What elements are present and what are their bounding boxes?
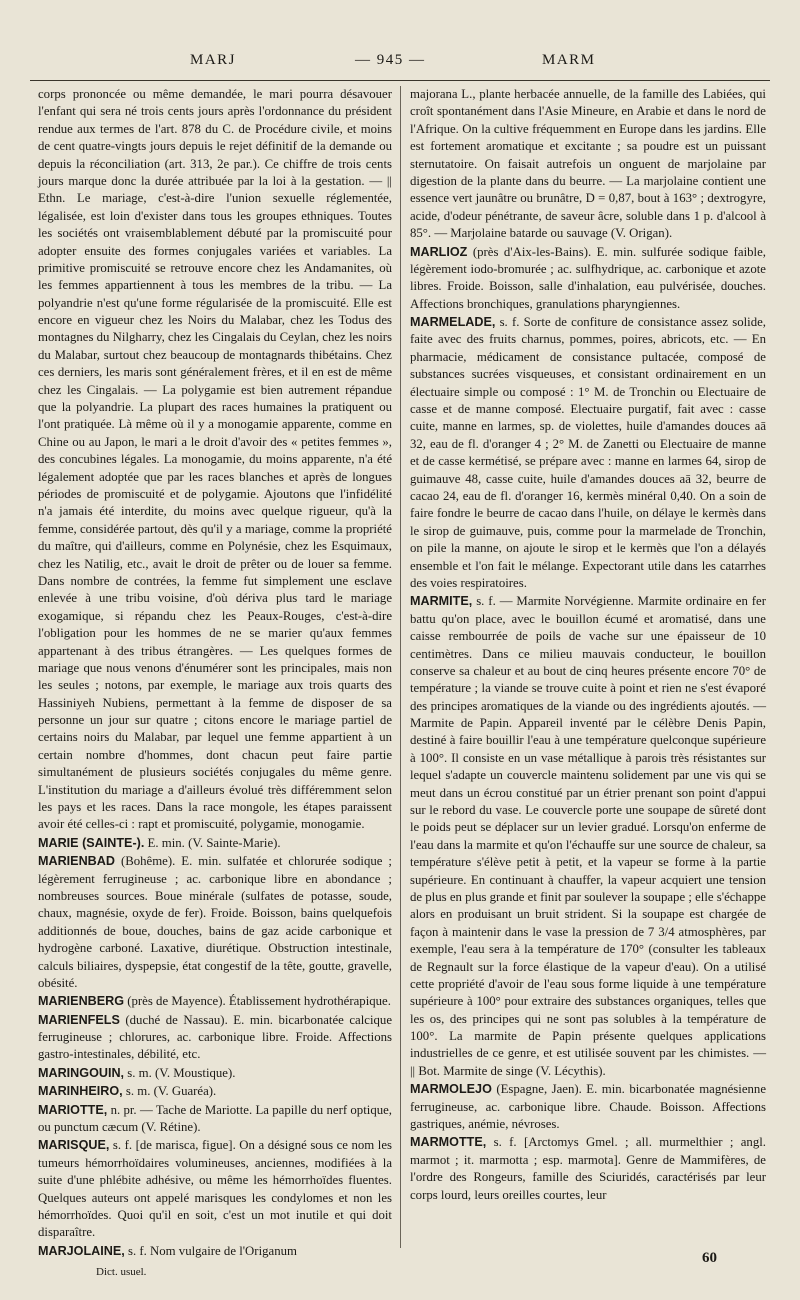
entry-text: s. m. (V. Guaréa). (122, 1084, 217, 1099)
entry-text: s. f. [Arctomys Gmel. ; all. murmelthier ; angl. marmot ; it. marmotta ; esp. marmota]. Genre de Mammifères, de l'ordre des Rongeurs, famille des Sciuridés, caractérisés par leur corps lourd, leurs oreilles courtes, leur (410, 1135, 766, 1202)
dictionary-entry (38, 1012, 392, 1064)
entry-paragraph (38, 86, 392, 834)
page-number-header: — 945 — (355, 52, 426, 68)
dictionary-entry (38, 1065, 392, 1082)
entry-headword: MARIE (SAINTE-). (38, 835, 145, 850)
footer-signature-number: 60 (702, 1250, 717, 1266)
entry-text: n. pr. — Tache de Mariotte. La papille du nerf optique, ou punctum cæcum (V. Rétine). (38, 1102, 392, 1135)
entry-headword: MARIENFELS (38, 1012, 120, 1027)
column-divider (400, 86, 401, 1248)
entry-text: s. m. (V. Moustique). (124, 1065, 236, 1080)
left-column (38, 86, 392, 1258)
entry-headword: MARIENBERG (38, 994, 125, 1009)
entry-text: majorana L., plante herbacée annuelle, de la famille des Labiées, qui croît spontanément dans l'Asie Mineure, en Arabie et dans le nord de l'Afrique. On la cultive fréquemment en Europe dans les jardins. Elle est fortement aromatique et excitante ; sa poudre est un puissant sternutatoire. On faisait autrefois un onguent de marjolaine par digestion de la plante dans du beurre. — La marjolaine contient une essence vert jaunâtre ou brunâtre, D = 0,87, bout à 163° ; dextrogyre, acide, d'odeur pénétrante, de saveur âcre, soluble dans 1 p. d'alcool à 85°. — Marjolaine batarde ou sauvage (V. Origan). (410, 87, 766, 241)
entry-text: (duché de Nassau). E. min. bicarbonatée calcique ferrugineuse ; chlorures, ac. carbonique libre. Froide. Affections gastro-intestinales, débilité, etc. (38, 1012, 392, 1062)
dictionary-entry (38, 1083, 392, 1100)
entry-headword: MARIENBAD (38, 854, 115, 869)
entry-headword: MARIOTTE, (38, 1102, 108, 1117)
entry-headword: MARMOLEJO (410, 1082, 492, 1097)
dictionary-entry (38, 993, 392, 1010)
entry-text: (Bohême). E. min. sulfatée et chlorurée sodique ; légèrement ferrugineuse ; ac. carbonique libre en abondance ; nombreuses sources. Boue minérale (sulfates de potasse, soude, chaux, magnésie, oxyde de fer). Froide. Boisson, bains quelquefois additionnés de boue, douches, bains de gaz acide carbonique et hydrogène carboné. Laxative, diurétique. Obstruction intestinale, calculs biliaires, dyspepsie, état congestif de la tête, goutte, gravelle, obésité. (38, 854, 392, 990)
entry-headword: MARINGOUIN, (38, 1065, 125, 1080)
entry-text: (près de Mayence). Établissement hydrothérapique. (124, 994, 391, 1009)
dictionary-entry (410, 1134, 766, 1204)
entry-headword: MARJOLAINE, (38, 1243, 125, 1258)
entry-headword: MARLIOZ (410, 244, 468, 259)
dictionary-entry (38, 1137, 392, 1241)
right-column (410, 86, 766, 1248)
entry-text: s. f. — Marmite Norvégienne. Marmite ordinaire en fer battu qu'on place, avec le bouillon écumé et aromatisé, dans une caisse rembourrée de poils de vache sur une épaisseur de 10 centimètres. Dans ce milieu mauvais conducteur, le bouillon conserve sa chaleur et au bout de cinq heures présente encore 70° de température ; la viande se trouve cuite à point et rien ne s'est évaporé des principes aromatiques de la viande ou des ingrédients ajoutés. — Marmite de Papin. Appareil inventé par le célèbre Denis Papin, destiné à faire bouillir l'eau à une température quelconque supérieure à 100°. Il consiste en un vase métallique à parois très résistantes sur lequel s'adapte un couvercle maintenu solidement par une vis qui se meut dans un écrou constitué par un étrier prenant son point d'appui sur le rebord du vase. Le couvercle porte une soupape de sûreté dont le poids peut se déplacer sur un levier gradué. Lorsqu'on enferme de l'eau dans la marmite et qu'on l'échauffe sur une source de chaleur, sa température s'élève petit à petit, et la vapeur se forme à la partie supérieure. En continuant à chauffer, la vapeur acquiert une tension de plus en plus grande et finit par soulever la soupape ; elle s'échappe alors en produisant un bruit strident. Si la soupape est chargée de façon à maintenir dans le vase la pression de 7 3/4 atmosphères, par exemple, l'eau sera à la température de 170° (consulter les tableaux de Regnault sur la force élastique de la vapeur d'eau). On a utilisé cette propriété d'avoir de l'eau sous forme liquide à une température supérieure à 100° pour extraire des substances organiques, telles que les os, des principes qui ne sont pas solubles à la température de 100°. La marmite de Papin présente quelques applications industrielles de ce genre, et est utilisée souvent par les chimistes. — || Bot. Marmite de singe (V. Lécythis). (410, 594, 766, 1078)
dictionary-entry (38, 853, 392, 992)
dictionary-entry (38, 835, 392, 852)
page-header (0, 52, 800, 82)
dictionary-entry (410, 593, 766, 1080)
entry-text: s. f. Nom vulgaire de l'Origanum (124, 1243, 297, 1258)
dictionary-entry (38, 1102, 392, 1137)
dictionary-entry (410, 244, 766, 314)
dictionary-entry (410, 314, 766, 592)
entry-text: corps prononcée ou même demandée, le mari pourra désavouer l'enfant qui sera né trois cents jours après l'ordonnance du président rendue aux termes de l'art. 878 du C. de Procédure civile, et moins de cent quatre-vingts jours depuis le rejet définitif de la demande ou depuis la réconciliation (art. 313, 2e par.). Ce chiffre de trois cents jours marque donc la durée attribuée par la loi à la gestation. — || Ethn. Le mariage, c'est-à-dire l'union sexuelle réglementée, légalisée, est loin d'exister dans tous les groupes ethniques. Toutes les sociétés ont vraisemblablement débuté par la promiscuité pour adopter ensuite des formes conjugales variées et variables. La primitive promiscuité se retrouve encore chez les Andamanites, où les femmes appartiennent à tous les membres de la tribu. — La polyandrie n'est qu'une forme régularisée de la promiscuité. Elle est encore en vigueur chez les Noirs du Malabar, chez les Todus des montagnes du Nilgharry, chez les Cingalais du Ceylan, chez les noirs du Malabar, surtout chez beaucoup de montagnards thibétains. Chez ces derniers, les maris sont généralement frères, et il en est de même chez les Cingalais. — La polygamie est bien autrement répandue que la polyandrie. La plupart des races humaines la pratiquent ou l'ont pratiquée. Là même où il y a monogamie apparente, comme en Chine ou au Japon, le mari a le droit d'avoir des « petites femmes », des concubines légales. La monogamie, du moins apparente, n'a été légalement adoptée que par les races blanches et après de longues périodes de promiscuité et de polygamie. Ajoutons que l'infidélité n'a jamais été interdite, du moins avec quelque rigueur, qu'à la femme, considérée partout, dès qu'il y a mariage, comme la propriété du maître, qui d'ailleurs, comme en Polynésie, chez les Esquimaux, chez les Natilig, etc., avait le droit de prêter ou de louer sa femme. Dans nombre de contrées, la femme fut simplement une esclave enlevée à une tribu voisine, d'où dériva plus tard le mariage exogamique, si répandu chez les Peaux-Rouges, c'est-à-dire l'obligation pour les hommes de ne se marier qu'aux femmes appartenant à des tribus étrangères. — Les quelques formes de mariage que nous venons d'énumérer sont les principales, mais non les seules ; notons, par exemple, le mariage aux trois quarts des Hassiniyeh Nubiens, permettant à la femme de disposer de sa personne un jour sur quatre ; citons encore le mariage partiel de certains noirs du Malabar, par lequel une femme appartient à un certain nombre d'hommes, dont chacun peut faire partie simultanément de plusieurs sociétés conjugales du même genre. L'institution du mariage a d'ailleurs évolué très différemment selon les pays et les races. Dans la race mongole, les étapes paraissent avoir été celles-ci : rapt et promiscuité, polygamie, monogamie. (38, 87, 392, 832)
entry-headword: MARISQUE, (38, 1138, 110, 1153)
right-running-head: MARM (542, 52, 596, 68)
entry-text: s. f. [de marisca, figue]. On a désigné sous ce nom les tumeurs hémorrhoïdaires volumineuses, anciennes, modifiées à la suite d'une phlébite adhésive, ou même les hémorrhoïdes fluentes. Quelques auteurs ont appelé marisques les condylomes et non les hémorrhoïdes. Quoi qu'il en soit, c'est un mot inutile et qui doit disparaître. (38, 1138, 392, 1240)
entry-text: E. min. (V. Sainte-Marie). (144, 835, 281, 850)
entry-headword: MARMITE, (410, 594, 473, 609)
entry-headword: MARMOTTE, (410, 1135, 487, 1150)
footer-publication-note: Dict. usuel. (96, 1266, 147, 1278)
entry-text: (Espagne, Jaen). E. min. bicarbonatée magnésienne ferrugineuse, ac. carbonique libre. Chaude. Boisson. Affections gastriques, anémie, névroses. (410, 1082, 766, 1132)
entry-text: (près d'Aix-les-Bains). E. min. sulfurée sodique faible, légèrement iodo-bromurée ; ac. sulfhydrique, ac. carbonique et azote libres. Froide. Boisson, salle d'inhalation, eau pulvérisée, douches. Affections bronchiques, granulations pharyngiennes. (410, 244, 766, 311)
entry-headword: MARINHEIRO, (38, 1084, 123, 1099)
entry-headword: MARMELADE, (410, 315, 496, 330)
entry-text: s. f. Sorte de confiture de consistance assez solide, faite avec des fruits charnus, pommes, poires, abricots, etc. — En pharmacie, médicament de consistance pultacée, composé de substances sucrées visqueuses, et consistant ordinairement en un électuaire simple ou composé : 1° M. de Tronchin ou Electuaire de casse et de manne composé. Electuaire purgatif, fait avec : casse cuite, manne en larmes, sp. de violettes, huile d'amandes douces aā 32, eau de fl. d'oranger 4 ; 2° M. de Zanetti ou Electuaire de manne et de casse kermétisé, se prépare avec : manne en larmes 64, sirop de guimauve 48, casse cuite, huile d'amandes douces aā 32, beurre de cacao 24, eau de fl. d'oranger 16, kermès minéral 0,40. On a soin de faire fondre le beurre de cacao dans l'huile, on délaye le kermès dans le sirop de guimauve, puis, comme pour la marmelade de Tronchin, on pile la manne, on ajoute le sirop et le kermès que l'on a délayés ensemble et l'on fait le mélange. Expectorant utile dans les catarrhes des voies respiratoires. (410, 315, 766, 590)
entry-paragraph (410, 86, 766, 243)
dictionary-entry (410, 1081, 766, 1133)
header-rule (30, 80, 770, 81)
left-running-head: MARJ (190, 52, 237, 68)
dictionary-entry (38, 1243, 392, 1260)
